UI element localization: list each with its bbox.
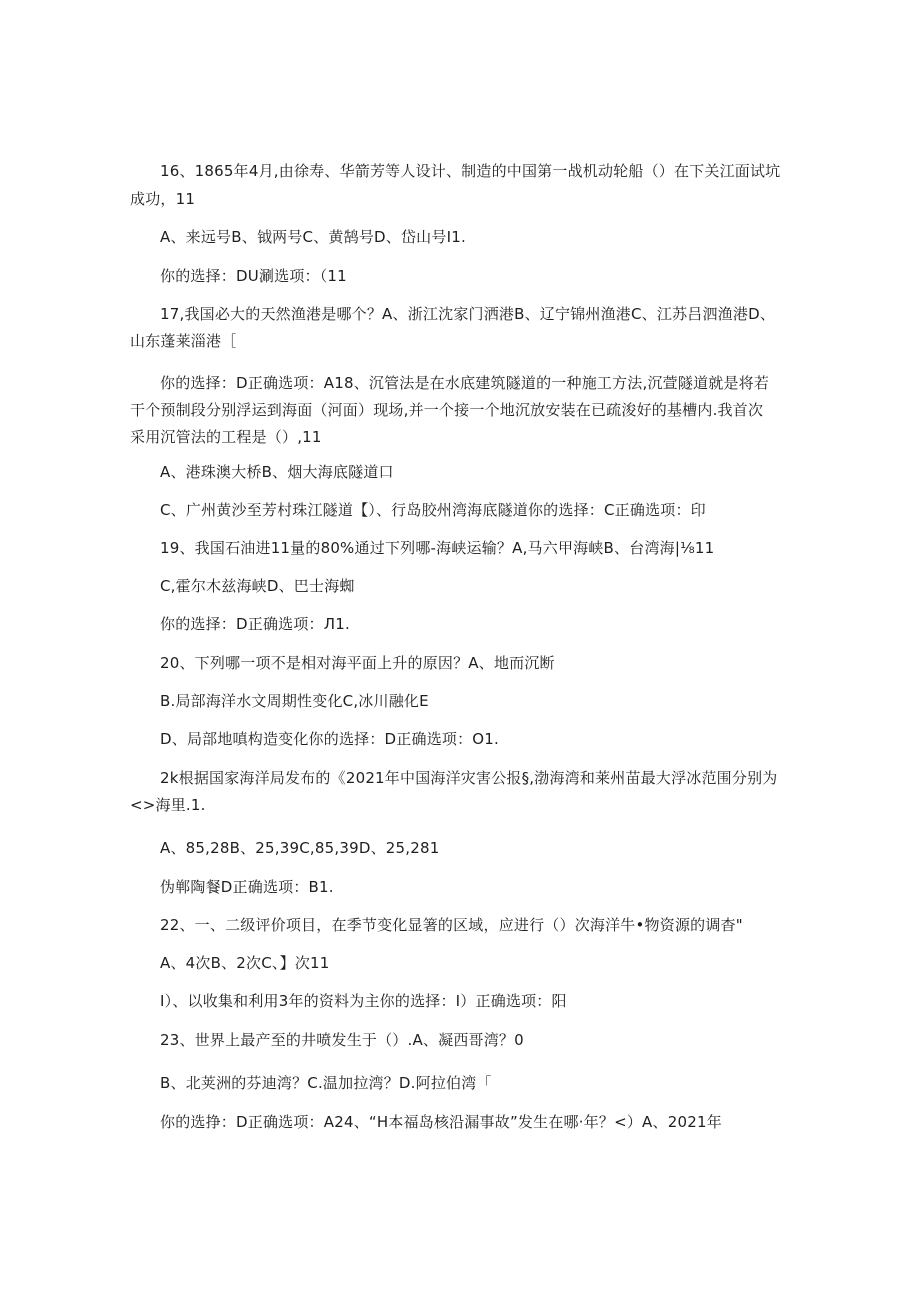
question-16-line-1: 16、1865年4月,由徐寿、华箭芳等人设计、制造的中国第一战机动轮船（）在下关江面试坑 [160, 162, 781, 180]
question-17-line-2: 山东蓬莱淄港［ [130, 332, 237, 350]
question-18-options-2: C、广州黄沙至芳村珠江隧道【）、行岛胶州湾海底隧道你的选择：C正确选项：印 [160, 501, 706, 519]
question-21-answer: 伪郸陶餐D正确选项：B1. [160, 878, 334, 896]
question-17-line-1: 17,我国必大的天然渔港是哪个？A、浙江沈家门洒港B、辽宁锦州渔港C、江苏吕泗渔港D、 [160, 305, 776, 323]
question-16-answer: 你的选择：DU涮选项：（11 [160, 267, 347, 285]
question-23-options: B、北荚洲的芬迪湾？C.温加拉湾？D.阿拉伯湾「 [160, 1074, 492, 1092]
question-21-options: A、85,28B、25,39C,85,39D、25,281 [160, 839, 440, 857]
question-19-answer: 你的选择：D正确选项：Л1. [160, 615, 350, 633]
question-20-options-1: B.局部海洋水文周期性变化C,冰川融化E [160, 692, 429, 710]
question-21-line-1: 2k根据国家海洋局发布的《2021年中国海洋灾害公报§,渤海湾和莱州苗最大浮冰范围分别为 [160, 769, 778, 787]
question-22-line-1: 22、一、二级评价项目，在季节变化显箸的区域，应进行（）次海洋牛•物资源的调杳" [160, 916, 743, 934]
question-23-line-1: 23、世界上最产至的井喷发生于（）.A、凝西哥湾？0 [160, 1031, 524, 1049]
question-18-options-1: А、港珠澳大桥B、烟大海底隧道口 [160, 463, 394, 481]
question-20-options-2: D、局部地嗔构造变化你的选择：D正确选项：O1. [160, 730, 500, 748]
question-16-options: А、来远号B、钺两号C、黄鹄号D、岱山号I1. [160, 228, 466, 246]
question-22-options-2: I）、以收集和利用3年的资料为主你的选择：I）正确选项：阳 [160, 992, 567, 1010]
question-22-options-1: A、4次B、2次C、】次11 [160, 954, 330, 972]
question-21-line-2: <>海里.1. [130, 796, 206, 814]
question-18-line-1: 你的选择：D正确选项：A18、沉管法是在水底建筑隧道的一种施工方法,沉萱隧道就是将若 [160, 374, 770, 392]
question-19-line-1: 19、我国石油进11量的80%通过下列哪-海峡运输？A,马六甲海峡B、台湾海|⅛11 [160, 539, 715, 557]
question-18-line-2: 干个预制段分别浮运到海面（河面）现场,并一个接一个地沉放安装在已疏浚好的基槽内.我首次 [130, 401, 764, 419]
question-19-options: C,霍尔木兹海峡D、巴士海蜘 [160, 577, 355, 595]
question-18-line-3: 采用沉管法的工程是（）,11 [130, 428, 322, 446]
question-24-line-1: 你的选挣：D正确选项：A24、“H本福岛核沿漏事故”发生在哪·年？<）A、2021年 [160, 1113, 722, 1131]
question-20-line-1: 20、下列哪一项不是相对海平面上升的原因？A、地而沉断 [160, 654, 555, 672]
question-16-line-2: 成功，11 [130, 190, 196, 208]
